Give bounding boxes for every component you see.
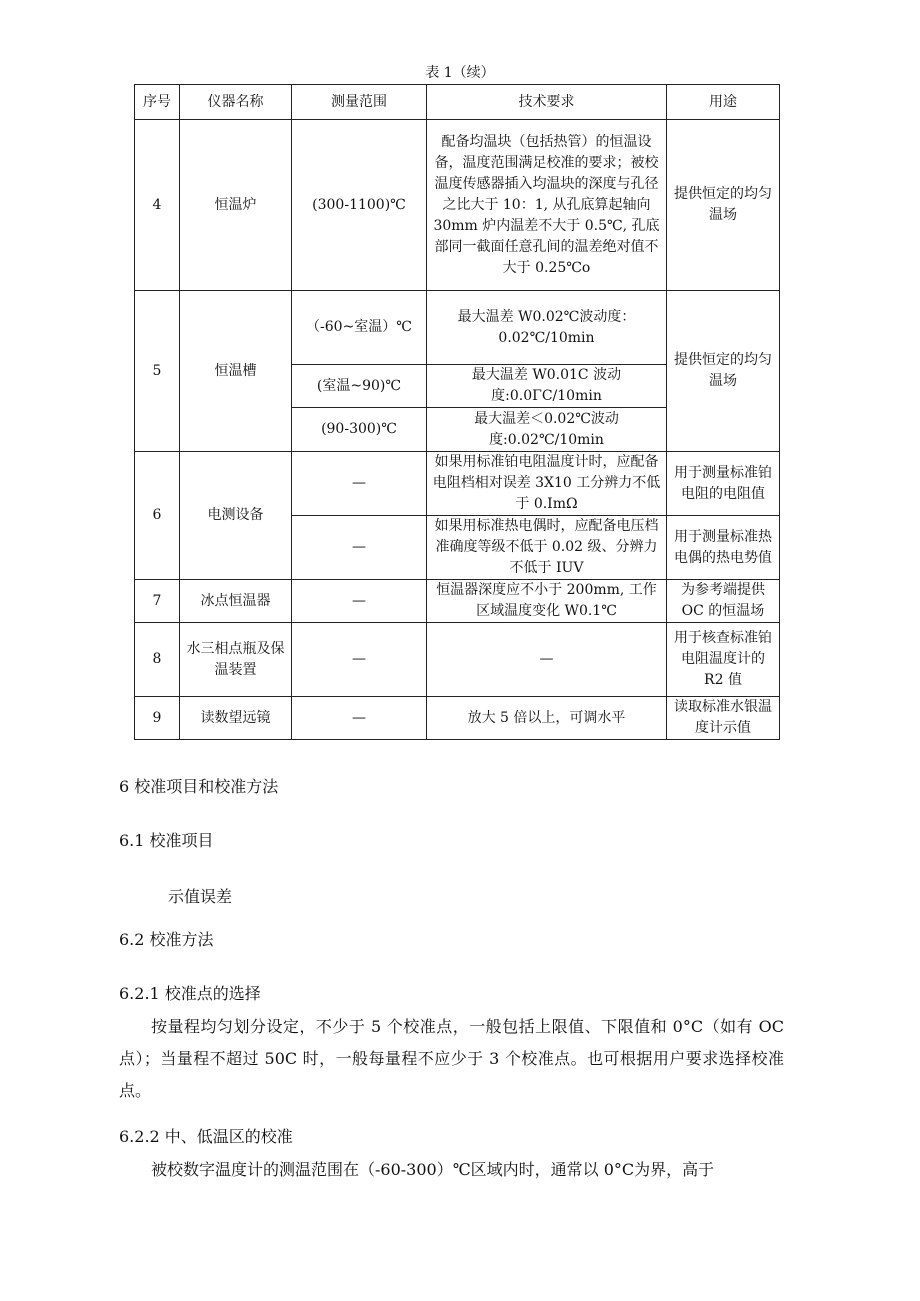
row-range: （-60~室温）℃ — [292, 291, 427, 365]
table-row — [135, 120, 780, 291]
instrument-table — [134, 84, 780, 740]
row-no: 5 — [135, 291, 180, 452]
header-purpose: 用途 — [667, 85, 780, 120]
section-heading-6-2-2: 6.2.2 中、低温区的校准 — [119, 1127, 293, 1146]
row-purpose: 为参考端提供 OC 的恒温场 — [667, 580, 780, 623]
row-range: (300-1100)℃ — [292, 120, 427, 291]
table-header-row — [135, 85, 780, 120]
row-requirements: 最大温差 W0.01C 波动度:0.0ΓC/10min — [427, 365, 667, 408]
header-name: 仪器名称 — [180, 85, 292, 120]
row-range: — — [292, 623, 427, 697]
row-purpose: 用于测量标准铂电阻的电阻值 — [667, 452, 780, 516]
row-requirements: 恒温器深度应不小于 200mm, 工作区域温度变化 W0.1℃ — [427, 580, 667, 623]
row-requirements: 配备均温块（包括热管）的恒温设备，温度范围满足校准的要求；被校温度传感器插入均温块的深度与孔径之比大于 10：1, 从孔底算起轴向 30mm 炉内温差不大于 0.5℃, 孔底部同一截面任意孔间的温差绝对值不大于 0.25℃o — [427, 120, 667, 291]
table-row — [135, 580, 780, 623]
section-heading-6-1: 6.1 校准项目 — [119, 831, 214, 850]
row-name: 水三相点瓶及保温装置 — [180, 623, 292, 697]
paragraph-6-2-2: 被校数字温度计的测温范围在（-60-300）℃区域内时，通常以 0°C为界，高于 — [151, 1160, 715, 1179]
row-name: 冰点恒温器 — [180, 580, 292, 623]
header-range: 测量范围 — [292, 85, 427, 120]
row-purpose: 提供恒定的均匀温场 — [667, 291, 780, 452]
row-requirements: — — [427, 623, 667, 697]
row-range: (90-300)℃ — [292, 408, 427, 452]
table-row — [135, 452, 780, 516]
row-no: 8 — [135, 623, 180, 697]
row-range: — — [292, 580, 427, 623]
row-range: — — [292, 697, 427, 740]
header-requirements: 技术要求 — [427, 85, 667, 120]
row-name: 恒温炉 — [180, 120, 292, 291]
table-row — [135, 697, 780, 740]
row-no: 7 — [135, 580, 180, 623]
row-no: 4 — [135, 120, 180, 291]
table-row — [135, 291, 780, 365]
row-name: 读数望远镜 — [180, 697, 292, 740]
row-requirements: 如果用标准铂电阻温度计时，应配备电阻档相对误差 3X10 工分辨力不低于 0.ImΩ — [427, 452, 667, 516]
header-no: 序号 — [135, 85, 180, 120]
table-caption: 表 1（续） — [425, 65, 495, 81]
row-range: — — [292, 516, 427, 580]
section-heading-6-2: 6.2 校准方法 — [119, 930, 214, 949]
row-purpose: 用于测量标准热电偶的热电势值 — [667, 516, 780, 580]
row-no: 6 — [135, 452, 180, 580]
row-no: 9 — [135, 697, 180, 740]
row-purpose: 读取标准水银温度计示值 — [667, 697, 780, 740]
row-range: (室温~90)℃ — [292, 365, 427, 408]
row-requirements: 最大温差＜0.02℃波动度:0.02℃/10min — [427, 408, 667, 452]
section-heading-6-2-1: 6.2.1 校准点的选择 — [119, 984, 261, 1003]
section-heading-6: 6 校准项目和校准方法 — [119, 777, 279, 796]
paragraph-6-2-1: 按量程均匀划分设定，不少于 5 个校准点，一般包括上限值、下限值和 0°C（如有 OC 点）；当量程不超过 50C 时，一般每量程不应少于 3 个校准点。也可根据用户要求选择校准点。 — [119, 1017, 784, 1100]
row-name: 电测设备 — [180, 452, 292, 580]
row-range: — — [292, 452, 427, 516]
row-requirements: 最大温差 W0.02℃波动度：0.02℃/10min — [427, 291, 667, 365]
row-purpose: 提供恒定的均匀温场 — [667, 120, 780, 291]
row-requirements: 如果用标准热电偶时，应配备电压档准确度等级不低于 0.02 级、分辨力不低于 IUV — [427, 516, 667, 580]
row-purpose: 用于核查标准铂电阻温度计的 R2 值 — [667, 623, 780, 697]
row-requirements: 放大 5 倍以上，可调水平 — [427, 697, 667, 740]
calibration-item: 示值误差 — [168, 887, 233, 906]
row-name: 恒温槽 — [180, 291, 292, 452]
table-row — [135, 623, 780, 697]
